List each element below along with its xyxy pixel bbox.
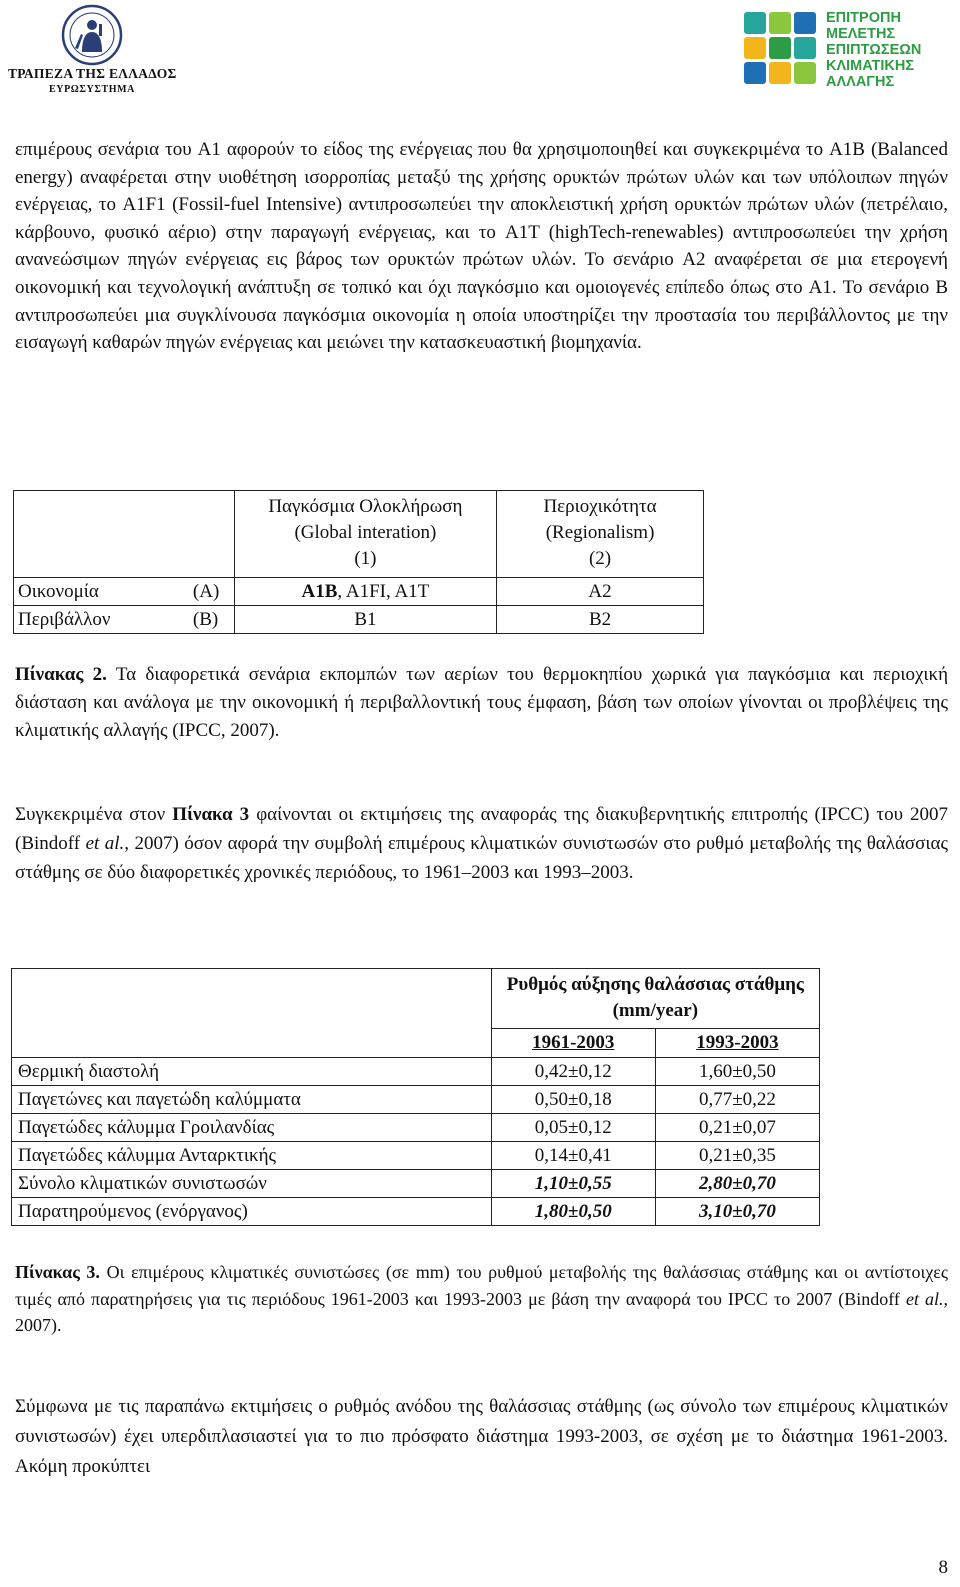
table3-caption	[15, 1259, 948, 1339]
cell-period-2: 0,77±0,22	[655, 1086, 819, 1114]
row-label: Οικονομία	[14, 578, 189, 606]
et-al: et al.	[85, 832, 125, 854]
committee-line: ΕΠΙΤΡΟΠΗ	[826, 10, 901, 26]
cell-period-2: 0,21±0,07	[655, 1114, 819, 1142]
et-al: et al.	[905, 1288, 944, 1309]
committee-line: ΕΠΙΠΤΩΣΕΩΝ	[826, 42, 922, 58]
climate-committee-logo	[742, 8, 952, 92]
row-code: (A)	[189, 578, 234, 606]
text-run: φαίνονται οι εκτιμήσεις της αναφοράς της διακυβερνητικής επιτροπής (IPCC) του 2007 (Bindoff	[15, 804, 948, 854]
row-label: Σύνολο κλιματικών συνιστωσών	[12, 1170, 492, 1198]
table-row	[12, 1170, 820, 1198]
caption-text: , 2007).	[15, 1288, 948, 1335]
body-paragraph-conclusion: Σύμφωνα με τις παραπάνω εκτιμήσεις ο ρυθμός ανόδου της θαλάσσιας στάθμης (ως σύνολο των επιμέρους κλιματικών συνιστωσών) έχει υπερδιπλασιαστεί για το πιο πρόσφατο διάστημα 1993-2003, σε σχέση με το διάστημα 1961-2003. Ακόμη προκύπτει	[15, 1396, 948, 1477]
header-line: (Regionalism)	[545, 522, 655, 543]
table-sea-level-rates	[11, 968, 820, 1226]
row-label: Παγετώνες και παγετώδη καλύμματα	[12, 1086, 492, 1114]
table-header-row	[12, 969, 820, 1029]
committee-line: ΜΕΛΕΤΗΣ	[826, 26, 896, 42]
caption-text: Οι επιμέρους κλιματικές συνιστώσες (σε mm) του ρυθμού μεταβολής της θαλάσσιας στάθμης και οι αντίστοιχες τιμές από παρατηρήσεις για τις περιόδους 1961-2003 και 1993-2003 με βάση την αναφορά του IPCC το 2007 (Bindoff	[15, 1262, 948, 1309]
table-row	[12, 1058, 820, 1086]
header-regionalism	[497, 491, 704, 578]
header-line: (Global interation)	[294, 522, 437, 543]
cell-period-2: 3,10±0,70	[655, 1198, 819, 1226]
cell-period-2: 0,21±0,35	[655, 1142, 819, 1170]
table2-caption	[15, 661, 948, 745]
caption-text: Τα διαφορετικά σενάρια εκπομπών των αερίων του θερμοκηπίου χωρικά για παγκόσμια και περιοχική διάσταση και ανάλογα με την οικονομική ή περιβαλλοντική τους έμφαση, βάση των οποίων γίνονται οι προβλέψεις της κλιματικής αλλαγής (IPCC, 2007).	[15, 664, 949, 741]
header-period-1	[491, 1029, 655, 1058]
period-label: 1993-2003	[696, 1032, 779, 1053]
table-header-row	[14, 491, 704, 578]
table-corner-cell	[12, 1029, 492, 1058]
row-code: (B)	[189, 606, 234, 634]
cell-period-1: 0,42±0,12	[491, 1058, 655, 1086]
committee-name	[826, 10, 952, 90]
header-line: Περιοχικότητα	[543, 496, 657, 517]
header-period-2	[655, 1029, 819, 1058]
cell-period-2: 2,80±0,70	[655, 1170, 819, 1198]
table-header-row	[12, 1029, 820, 1058]
bank-seal-icon	[61, 4, 123, 66]
row-label: Παγετώδες κάλυμμα Ανταρκτικής	[12, 1142, 492, 1170]
table-row	[12, 1086, 820, 1114]
table-row	[12, 1142, 820, 1170]
table-corner-cell	[14, 491, 235, 578]
page-number: 8	[938, 1557, 948, 1578]
cell-period-2: 1,60±0,50	[655, 1058, 819, 1086]
header-rate-title: Ρυθμός αύξησης θαλάσσιας στάθμης (mm/year)	[491, 969, 819, 1029]
table-reference: Πίνακα 3	[172, 804, 250, 825]
cell-period-1: 0,14±0,41	[491, 1142, 655, 1170]
period-label: 1961-2003	[532, 1032, 615, 1053]
table-corner-cell	[12, 969, 492, 1029]
table-body	[12, 1058, 820, 1226]
bank-of-greece-logo	[8, 4, 176, 96]
table-row	[14, 606, 704, 634]
cell-global	[234, 606, 496, 634]
table-row	[14, 578, 704, 606]
header-line: Παγκόσμια Ολοκλήρωση	[268, 496, 463, 517]
caption-label: Πίνακας 2.	[15, 664, 107, 685]
cell-regional: B2	[497, 606, 704, 634]
bank-subtitle: ΕΥΡΩΣΥΣΤΗΜΑ	[48, 84, 135, 95]
bank-name: ΤΡΑΠΕΖΑ ΤΗΣ ΕΛΛΑΔΟΣ	[8, 66, 177, 81]
committee-emblem-icon	[742, 10, 818, 88]
header-global-integration	[234, 491, 496, 578]
cell-rest-part: B1	[354, 609, 377, 630]
header-line: (1)	[354, 548, 377, 569]
cell-rest-part: , A1FI, A1T	[337, 581, 430, 602]
caption-label: Πίνακας 3.	[15, 1262, 100, 1282]
body-paragraph-table3-intro	[15, 801, 948, 887]
committee-line: ΚΛΙΜΑΤΙΚΗΣ	[826, 58, 915, 74]
text-run: Συγκεκριμένα στον	[15, 804, 173, 825]
body-paragraph-scenarios: επιμέρους σενάρια του A1 αφορούν το είδος της ενέργειας που θα χρησιμοποιηθεί και συγκεκριμένα το A1B (Balanced energy) αναφέρεται στην υιοθέτηση ισορροπίας μεταξύ της χρήσης ορυκτών πρώτων υλών και των υπόλοιπων πηγών ενέργειας, το A1F1 (Fossil-fuel Intensive) αντιπροσωπεύει την αποκλειστική χρήση ορυκτών πρώτων υλών (πετρέλαιο, κάρβουνο, φυσικό αέριο) στην παραγωγή ενέργειας, και το A1T (highTech-renewables) αντιπροσωπεύει την χρήση ανανεώσιμων πηγών ενέργειας εις βάρος των ορυκτών πρώτων υλών. Το σενάριο A2 αναφέρεται σε μια ετερογενή οικονομική και τεχνολογική ανάπτυξη σε τοπικό και όχι παγκόσμιο και ομοιογενές επίπεδο όπως στο A1. Το σενάριο B αντιπροσωπεύει μια συγκλίνουσα παγκόσμια οικονομία η οποία υποστηρίζει την προστασία του περιβάλλοντος με την εισαγωγή καθαρών πηγών ενέργειας και μειώνει την κατασκευαστική βιομηχανία.	[15, 139, 948, 354]
committee-line: ΑΛΛΑΓΗΣ	[826, 74, 895, 90]
table-emission-scenarios	[13, 490, 704, 634]
row-label: Θερμική διαστολή	[12, 1058, 492, 1086]
cell-regional: A2	[497, 578, 704, 606]
cell-global	[234, 578, 496, 606]
cell-period-1: 1,10±0,55	[491, 1170, 655, 1198]
cell-period-1: 0,50±0,18	[491, 1086, 655, 1114]
table-row	[12, 1198, 820, 1226]
header-line: (2)	[588, 548, 612, 569]
text-run: , 2007) όσον αφορά την συμβολή επιμέρους κλιματικών συνιστωσών στο ρυθμό μεταβολής της θαλάσσιας στάθμης σε δύο διαφορετικές χρονικές περιόδους, το 1961–2003 και 1993–2003.	[15, 832, 949, 883]
cell-period-1: 0,05±0,12	[491, 1114, 655, 1142]
table-row	[12, 1114, 820, 1142]
cell-period-1: 1,80±0,50	[491, 1198, 655, 1226]
row-label: Περιβάλλον	[14, 606, 189, 634]
cell-bold-part: A1B	[301, 581, 338, 602]
row-label: Παρατηρούμενος (ενόργανος)	[12, 1198, 492, 1226]
row-label: Παγετώδες κάλυμμα Γροιλανδίας	[12, 1114, 492, 1142]
